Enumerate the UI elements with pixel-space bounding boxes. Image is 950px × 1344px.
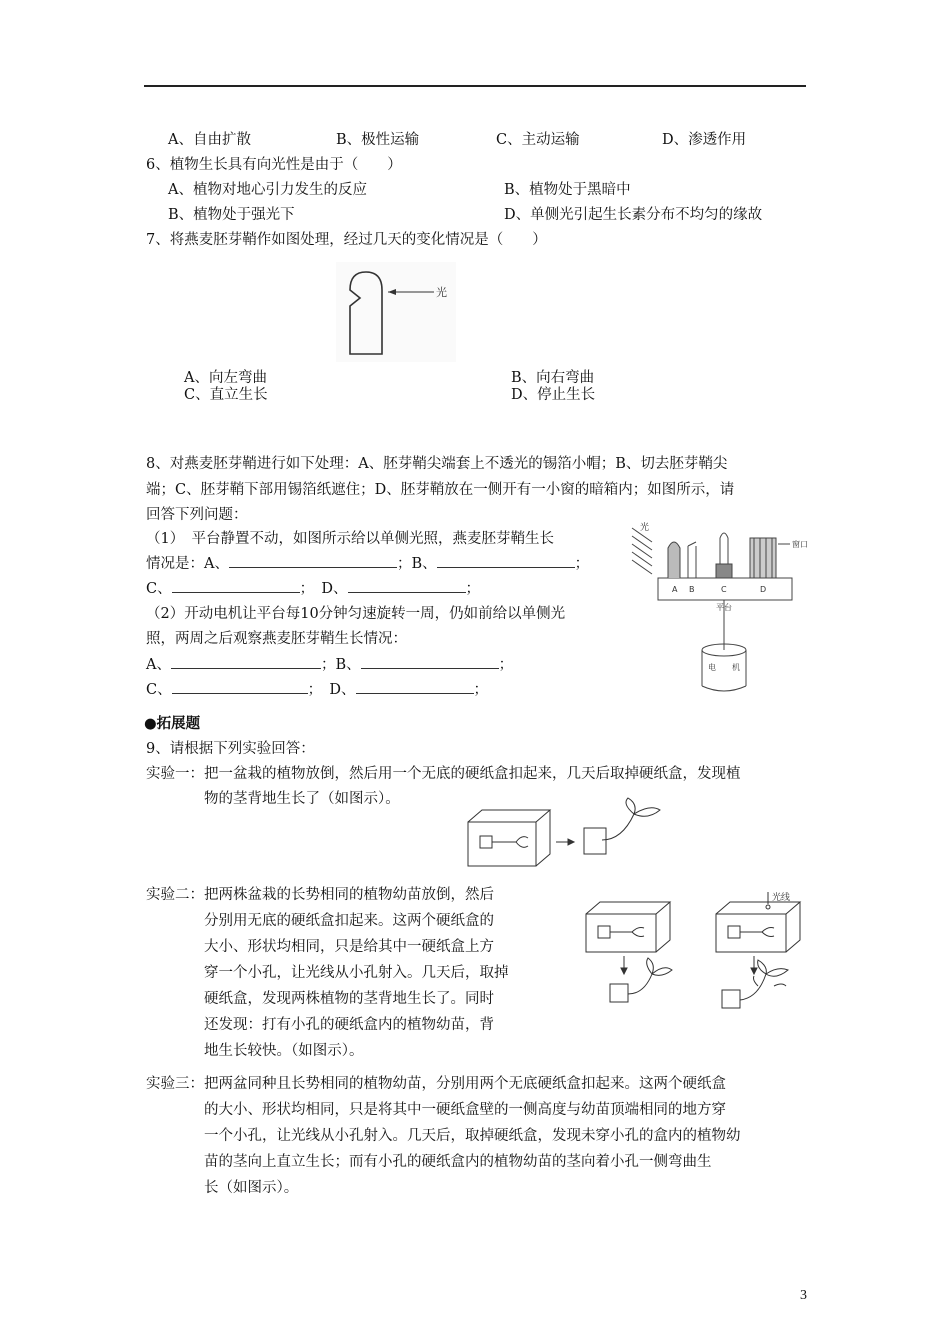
q8-p2-answer-a[interactable] bbox=[171, 654, 321, 669]
q8-fig-light-label: 光 bbox=[640, 523, 650, 533]
q8-platform-figure bbox=[628, 520, 814, 696]
q8-fig-window-label: 窗口 bbox=[792, 540, 808, 549]
exp3-line-5: 长（如图示）。 bbox=[204, 1180, 299, 1196]
q5-option-b: B、极性运输 bbox=[336, 132, 420, 148]
q7-option-d: D、停止生长 bbox=[511, 387, 596, 403]
q8-p2-answer-c[interactable] bbox=[172, 679, 308, 694]
q8-part1-line2 bbox=[146, 552, 589, 573]
exp3-line-3: 一个小孔，让光线从小孔射入。几天后，取掉硬纸盒，发现未穿小孔的盒内的植物幼 bbox=[204, 1128, 741, 1144]
q8-part2-line2: 照，两周之后观察燕麦胚芽鞘生长情况： bbox=[146, 631, 407, 647]
header-rule bbox=[144, 85, 806, 87]
q8-fig-label-c: C bbox=[721, 585, 727, 594]
exp2-line-4: 穿一个小孔，让光线从小孔射入。几天后，取掉 bbox=[204, 965, 509, 981]
q8-line1: 8、对燕麦胚芽鞘进行如下处理：A、胚芽鞘尖端套上不透光的锡箔小帽；B、切去胚芽鞘尖 bbox=[146, 456, 728, 472]
q7-coleoptile-figure bbox=[336, 262, 456, 362]
q5-option-d: D、渗透作用 bbox=[662, 132, 747, 148]
q7-option-a: A、向左弯曲 bbox=[184, 370, 267, 386]
q8-fig-motor-label2: 机 bbox=[732, 663, 740, 672]
q8-p2-answer-b[interactable] bbox=[361, 654, 499, 669]
q6-option-d: D、单侧光引起生长素分布不均匀的缘故 bbox=[504, 207, 763, 223]
q8-p1-answer-b[interactable] bbox=[437, 553, 575, 568]
q8-fig-label-a: A bbox=[672, 585, 678, 594]
q8-part1-line1: （1） 平台静置不动，如图所示给以单侧光照，燕麦胚芽鞘生长 bbox=[146, 531, 554, 547]
q8-p2-answer-d[interactable] bbox=[356, 679, 474, 694]
q9-exp2 bbox=[146, 882, 566, 1064]
q8-fig-platform-label: 平台 bbox=[716, 603, 732, 612]
q9-exp1-line1: 实验一：把一盆栽的植物放倒，然后用一个无底的硬纸盒扣起来，几天后取掉硬纸盒，发现植 bbox=[146, 766, 741, 782]
q8-part2-line3 bbox=[146, 653, 513, 674]
q8-p1-answer-a[interactable] bbox=[229, 553, 397, 568]
q8-p2-semi: ； bbox=[498, 657, 514, 673]
q6-stem: 6、植物生长具有向光性是由于（ ） bbox=[146, 157, 402, 173]
exp2-fig-light-label: 光线 bbox=[772, 893, 791, 903]
q8-p1-b-label: ；B、 bbox=[396, 556, 437, 572]
page-number: 3 bbox=[800, 1288, 807, 1303]
q8-p2-a-label: A、 bbox=[146, 657, 171, 673]
exp2-figure bbox=[578, 890, 814, 1030]
exp2-line-7: 地生长较快。（如图示）。 bbox=[204, 1043, 364, 1059]
q7-option-c: C、直立生长 bbox=[184, 387, 268, 403]
q8-p1-a-label: 情况是：A、 bbox=[146, 556, 229, 572]
exp3-line-2: 的大小、形状均相同，只是将其中一硬纸盒壁的一侧高度与幼苗顶端相同的地方穿 bbox=[204, 1102, 726, 1118]
q8-fig-motor-label1: 电 bbox=[708, 663, 716, 672]
exp2-line-6: 还发现：打有小孔的硬纸盒内的植物幼苗，背 bbox=[204, 1017, 494, 1033]
exp2-line-5: 硬纸盒，发现两株植物的茎背地生长了。同时 bbox=[204, 991, 494, 1007]
q8-p2-b-label: ；B、 bbox=[320, 657, 361, 673]
exp3-line-1: 实验三：把两盆同种且长势相同的植物幼苗，分别用两个无底硬纸盒扣起来。这两个硬纸盒 bbox=[146, 1076, 726, 1092]
q8-p2-d-label: ； D、 bbox=[307, 682, 356, 698]
q8-p1-semi: ； bbox=[574, 556, 590, 572]
q8-part2-line4 bbox=[146, 678, 488, 699]
exp2-line-2: 分别用无底的硬纸盒扣起来。这两个硬纸盒的 bbox=[204, 913, 494, 929]
q6-option-b: B、植物处于黑暗中 bbox=[504, 182, 631, 198]
section-bullet: ● bbox=[144, 716, 157, 732]
q5-option-c: C、主动运输 bbox=[496, 132, 580, 148]
q7-light-label: 光 bbox=[436, 286, 447, 299]
exp2-line-1: 实验二：把两株盆栽的长势相同的植物幼苗放倒，然后 bbox=[146, 887, 494, 903]
exp2-line-3: 大小、形状均相同，只是给其中一硬纸盒上方 bbox=[204, 939, 494, 955]
q8-line2: 端；C、胚芽鞘下部用锡箔纸遮住；D、胚芽鞘放在一侧开有一小窗的暗箱内；如图所示，请 bbox=[146, 482, 735, 498]
q8-p1-d-label: ； D、 bbox=[299, 581, 348, 597]
exp3-line-4: 苗的茎向上直立生长；而有小孔的硬纸盒内的植物幼苗的茎向着小孔一侧弯曲生 bbox=[204, 1154, 712, 1170]
q8-part2-line1: （2）开动电机让平台每10分钟匀速旋转一周，仍如前给以单侧光 bbox=[146, 606, 566, 622]
q6-option-c: B、植物处于强光下 bbox=[168, 207, 295, 223]
q9-stem: 9、请根据下列实验回答： bbox=[146, 741, 315, 757]
q6-option-a: A、植物对地心引力发生的反应 bbox=[168, 182, 367, 198]
q8-p1-c-label: C、 bbox=[146, 581, 172, 597]
q8-p1-answer-d[interactable] bbox=[348, 578, 466, 593]
q7-stem: 7、将燕麦胚芽鞘作如图处理，经过几天的变化情况是（ ） bbox=[146, 232, 547, 248]
q8-p2-semi2: ； bbox=[473, 682, 488, 698]
section-heading bbox=[144, 712, 200, 733]
q8-part1-line3 bbox=[146, 577, 480, 598]
q9-exp1-line2: 物的茎背地生长了（如图示）。 bbox=[204, 791, 400, 807]
section-title: 拓展题 bbox=[156, 716, 201, 732]
q7-option-b: B、向右弯曲 bbox=[511, 370, 595, 386]
q9-exp3 bbox=[146, 1071, 826, 1201]
q8-p1-semi2: ； bbox=[465, 581, 480, 597]
q8-p2-c-label: C、 bbox=[146, 682, 172, 698]
q8-line3: 回答下列问题： bbox=[146, 507, 248, 523]
q8-fig-label-b: B bbox=[689, 585, 695, 594]
exp1-figure bbox=[462, 794, 682, 880]
q5-option-a: A、自由扩散 bbox=[168, 132, 251, 148]
q8-p1-answer-c[interactable] bbox=[172, 578, 300, 593]
q8-fig-label-d: D bbox=[760, 585, 767, 594]
